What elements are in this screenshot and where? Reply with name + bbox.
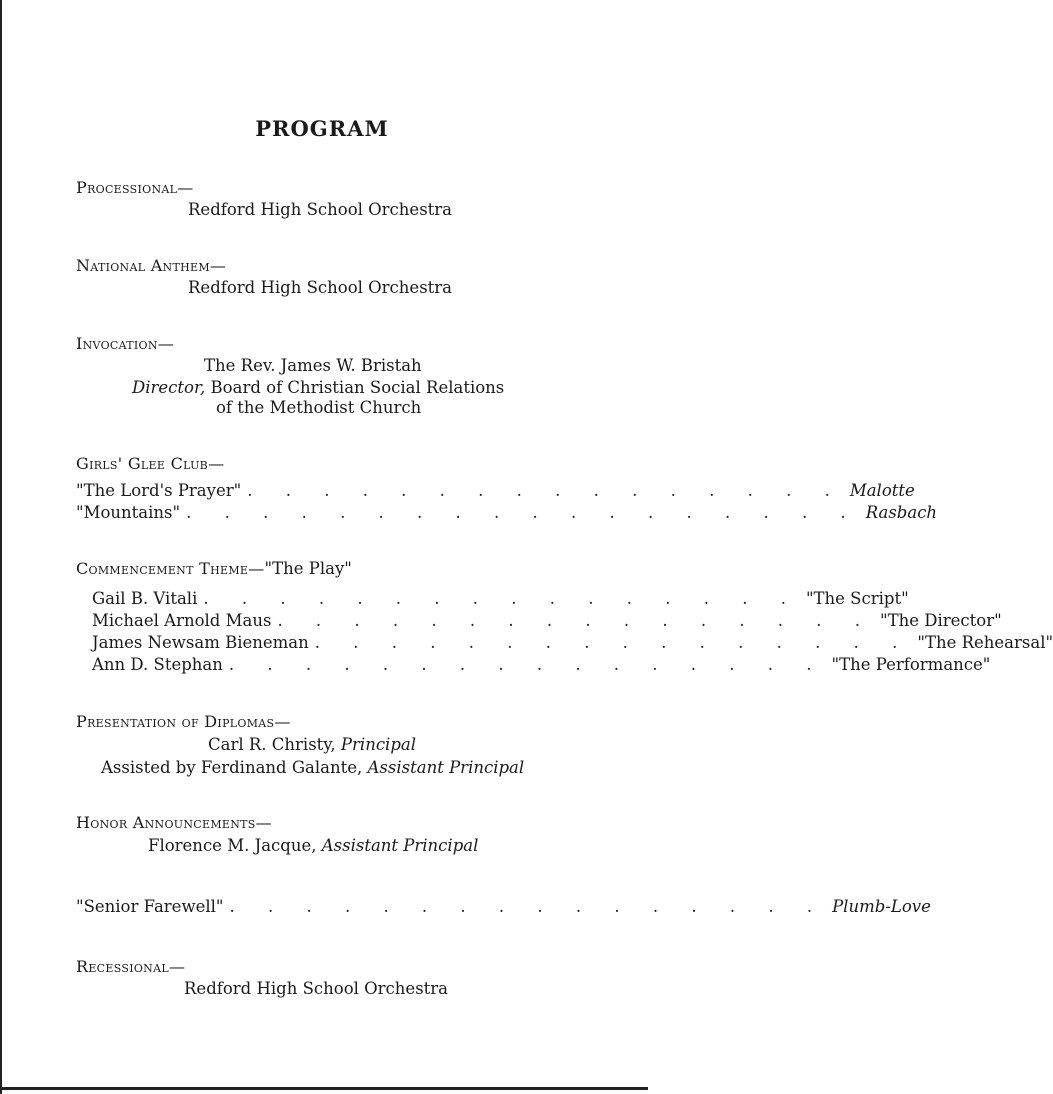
processional-performer: Redford High School Orchestra (188, 200, 453, 219)
list-item (76, 503, 938, 523)
honors-heading: Honor Announcements— (76, 813, 272, 832)
processional-heading: Processional— (76, 178, 194, 197)
leader-dots: . . . . . . . . . . . . . . . . (229, 897, 827, 916)
list-item (92, 633, 1053, 653)
invocation-heading: Invocation— (76, 334, 175, 353)
diplomas-presenter (208, 735, 416, 755)
list-item (92, 611, 1002, 631)
invocation-title (132, 378, 504, 398)
speaker-name: Gail B. Vitali (92, 589, 198, 608)
theme-heading-line (76, 559, 352, 579)
theme-heading-tail: "The Play" (264, 559, 352, 578)
speaker-topic: "The Director" (880, 611, 1002, 630)
bottom-border (2, 1087, 648, 1090)
list-item (76, 481, 915, 501)
speaker-name: Ann D. Stephan (92, 655, 223, 674)
song-title: "Mountains" (76, 503, 181, 522)
presenter-name: Carl R. Christy, (208, 735, 341, 754)
diplomas-assistant (101, 758, 524, 778)
page-title: PROGRAM (255, 116, 389, 141)
speaker-name: Michael Arnold Maus (92, 611, 272, 630)
honors-announcer (148, 836, 478, 856)
leader-dots: . . . . . . . . . . . . . . . . . . (186, 503, 860, 522)
leader-dots: . . . . . . . . . . . . . . . . (228, 655, 826, 674)
leader-dots: . . . . . . . . . . . . . . . . (314, 633, 912, 652)
recessional-heading: Recessional— (76, 957, 186, 976)
speaker-topic: "The Rehearsal" (917, 633, 1053, 652)
recessional-performer: Redford High School Orchestra (184, 979, 449, 998)
speaker-topic: "The Script" (805, 589, 909, 608)
invocation-title-rest: Board of Christian Social Relations (205, 378, 505, 397)
presenter-title: Principal (340, 735, 417, 754)
glee-heading: Girls' Glee Club— (76, 454, 225, 473)
anthem-heading: National Anthem— (76, 256, 227, 275)
song-composer: Malotte (849, 481, 915, 500)
list-item (92, 655, 991, 675)
song-composer: Rasbach (865, 503, 938, 522)
theme-heading: Commencement Theme— (76, 559, 265, 578)
anthem-performer: Redford High School Orchestra (188, 278, 453, 297)
invocation-name: The Rev. James W. Bristah (204, 356, 422, 375)
diplomas-heading: Presentation of Diplomas— (76, 712, 291, 731)
farewell-title: "Senior Farewell" (76, 897, 224, 916)
farewell-composer: Plumb-Love (832, 897, 931, 916)
list-item (92, 589, 909, 609)
assistant-title: Assistant Principal (367, 758, 525, 777)
invocation-title-line2: of the Methodist Church (216, 398, 422, 417)
honors-title: Assistant Principal (321, 836, 479, 855)
speaker-name: James Newsam Bieneman (92, 633, 309, 652)
list-item (76, 897, 931, 917)
invocation-title-italic: Director, (132, 378, 206, 397)
song-title: "The Lord's Prayer" (76, 481, 242, 500)
speaker-topic: "The Performance" (831, 655, 991, 674)
leader-dots: . . . . . . . . . . . . . . . . (203, 589, 800, 608)
assistant-text: Assisted by Ferdinand Galante, (101, 758, 368, 777)
leader-dots: . . . . . . . . . . . . . . . . (247, 481, 844, 500)
honors-name: Florence M. Jacque, (148, 836, 322, 855)
leader-dots: . . . . . . . . . . . . . . . . (277, 611, 875, 630)
